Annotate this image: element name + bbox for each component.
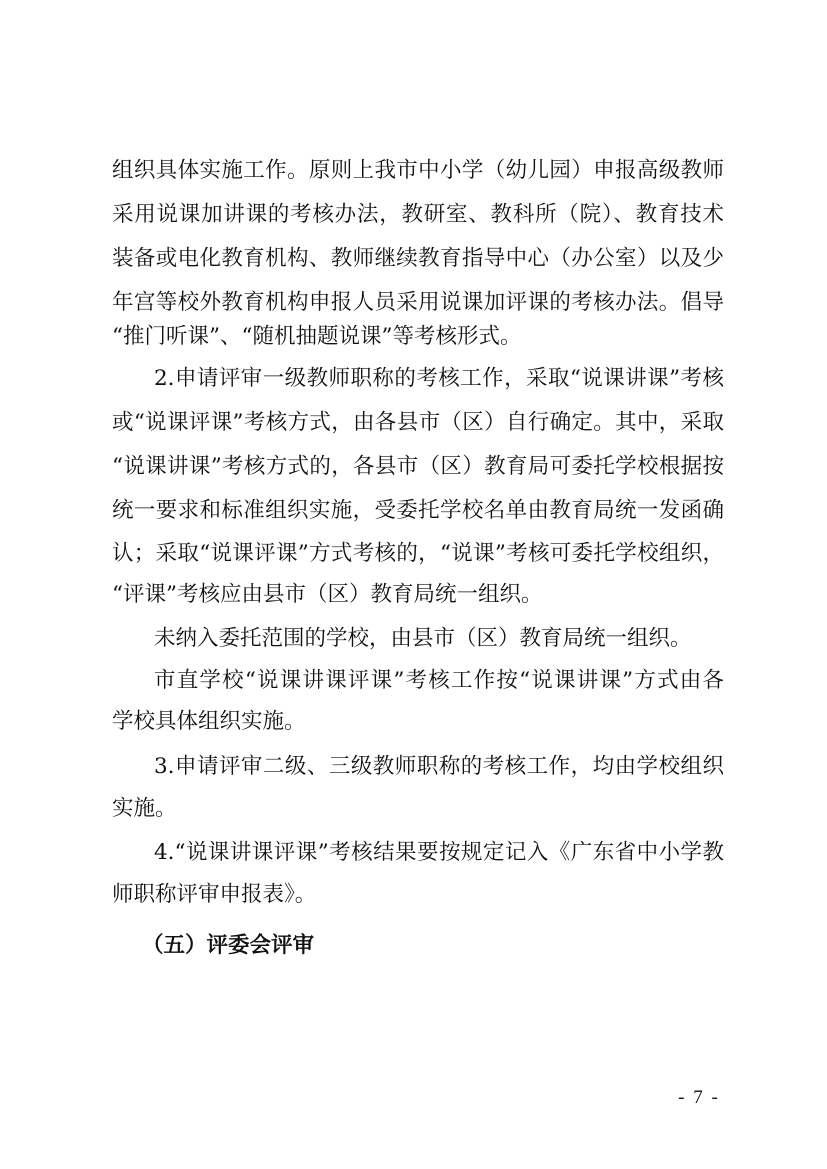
paragraph-line: “推门听课”、“随机抽题说课”等考核形式。	[112, 324, 522, 349]
paragraph-line: 或“说课评课”考核方式，由各县市（区）自行确定。其中，采取	[112, 410, 724, 435]
paragraph-line: 3.申请评审二级、三级教师职称的考核工作，均由学校组织	[154, 754, 724, 779]
paragraph-line: 组织具体实施工作。原则上我市中小学（幼儿园）申报高级教师	[112, 158, 724, 183]
paragraph-line: 装备或电化教育机构、教师继续教育指导中心（办公室）以及少	[112, 246, 724, 271]
section-heading: （五）评委会评审	[142, 933, 315, 958]
paragraph-line: 实施。	[112, 796, 177, 821]
paragraph-line: 2.申请评审一级教师职称的考核工作，采取“说课讲课”考核	[154, 366, 724, 391]
paragraph-line: 未纳入委托范围的学校，由县市（区）教育局统一组织。	[154, 626, 692, 651]
paragraph-line: “说课讲课”考核方式的，各县市（区）教育局可委托学校根据按	[112, 454, 724, 479]
page-number: - 7 -	[678, 1087, 720, 1108]
paragraph-line: 年宫等校外教育机构申报人员采用说课加评课的考核办法。倡导	[112, 290, 724, 315]
paragraph-line: 4.“说课讲课评课”考核结果要按规定记入《广东省中小学教	[154, 840, 724, 865]
paragraph-line: “评课”考核应由县市（区）教育局统一组织。	[112, 582, 543, 607]
paragraph-line: 师职称评审申报表》。	[112, 882, 317, 907]
paragraph-line: 学校具体组织实施。	[112, 709, 306, 734]
paragraph-line: 统一要求和标准组织实施，受委托学校名单由教育局统一发函确	[112, 498, 724, 523]
paragraph-line: 认；采取“说课评课”方式考核的，“说课”考核可委托学校组织，	[112, 541, 724, 566]
paragraph-line: 采用说课加讲课的考核办法，教研室、教科所（院）、教育技术	[112, 202, 724, 227]
paragraph-line: 市直学校“说课讲课评课”考核工作按“说课讲课”方式由各	[154, 668, 724, 693]
